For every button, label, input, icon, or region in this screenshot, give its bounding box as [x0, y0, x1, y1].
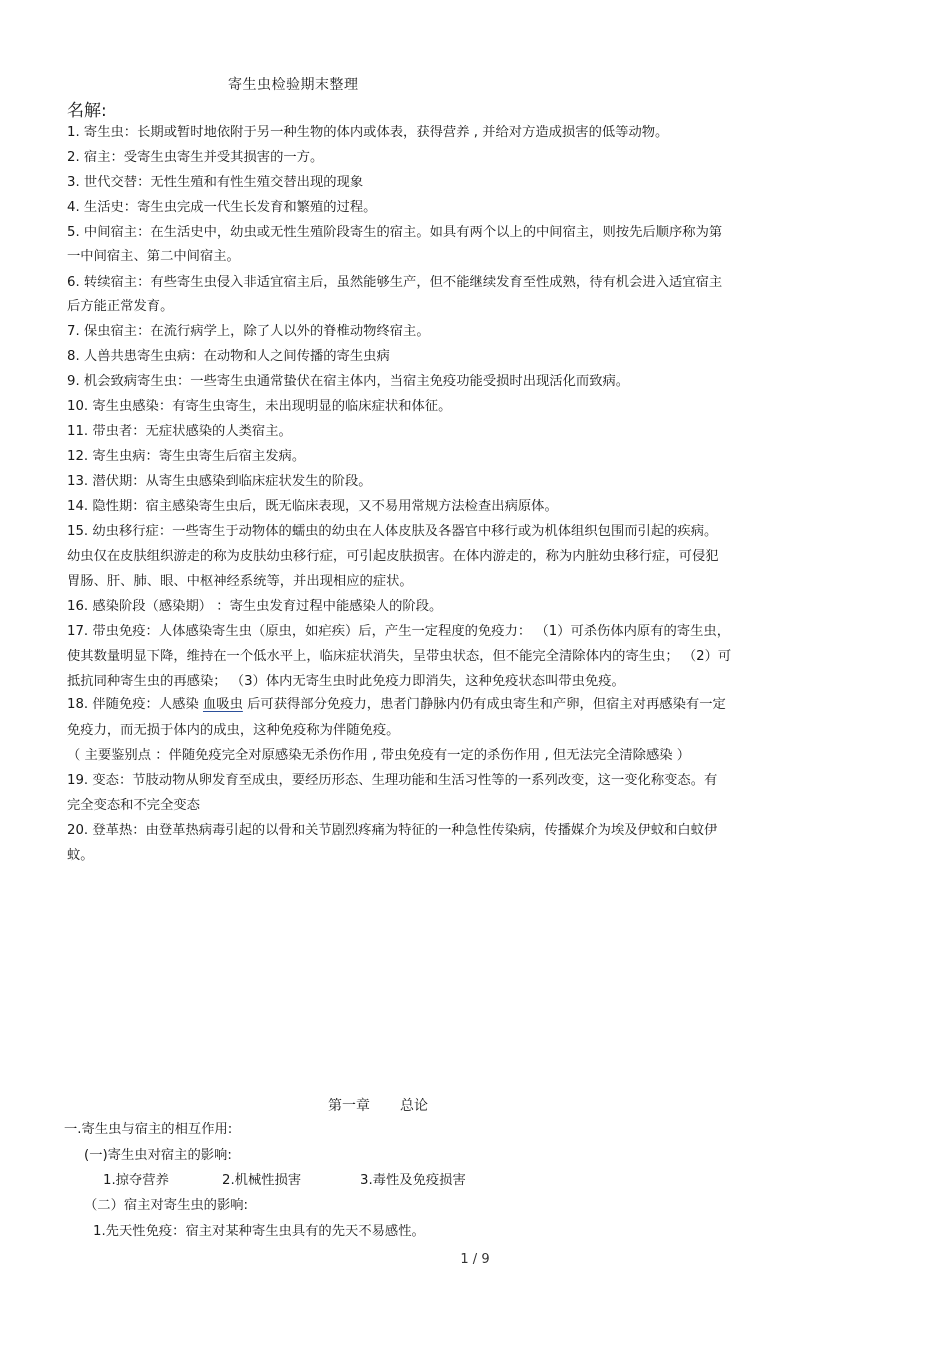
definition-line: 6. 转续宿主：有些寄生虫侵入非适宜宿主后，虽然能够生产，但不能继续发育至性成熟，待有机会进入适宜宿主 [67, 275, 723, 290]
definition-line: 15. 幼虫移行症：一些寄生于动物体的蠕虫的幼虫在人体皮肤及各器官中移行或为机体组织包围而引起的疾病。 [67, 524, 718, 539]
underlined-term: 血吸虫 [202, 697, 243, 712]
definition-line: 14. 隐性期：宿主感染寄生虫后，既无临床表现，又不易用常规方法检查出病原体。 [67, 499, 558, 514]
line18-end: 后可获得部分免疫力，患者门静脉内仍有成虫寄生和产卵，但宿主对再感染有一定 [242, 697, 726, 712]
definition-line: 7. 保虫宿主：在流行病学上，除了人以外的脊椎动物终宿主。 [67, 324, 430, 339]
definition-line: 9. 机会致病寄生虫：一些寄生虫通常蛰伏在宿主体内，当宿主免疫功能受损时出现活化而致病。 [67, 374, 630, 389]
definition-line: 一中间宿主、第二中间宿主。 [67, 249, 240, 264]
definition-line: 16. 感染阶段（感染期） ：寄生虫发育过程中能感染人的阶段。 [67, 599, 443, 614]
doc-title: 寄生虫检验期末整理 [228, 77, 359, 93]
outline-item: 3.毒性及免疫损害 [360, 1173, 466, 1188]
outline-heading-1: 一.寄生虫与宿主的相互作用: [64, 1122, 233, 1137]
definition-line-18 [67, 696, 726, 714]
line18-start: 18. 伴随免疫：人感染 [67, 697, 203, 712]
definition-line: 12. 寄生虫病：寄生虫寄生后宿主发病。 [67, 449, 306, 464]
definition-line: 2. 宿主：受寄生虫寄生并受其损害的一方。 [67, 150, 324, 165]
outline-item: 1.先天性免疫：宿主对某种寄生虫具有的先天不易感性。 [93, 1224, 425, 1239]
page-number: 1 / 9 [460, 1252, 490, 1267]
definition-line: 5. 中间宿主：在生活史中，幼虫或无性生殖阶段寄生的宿主。如具有两个以上的中间宿主，则按先后顺序称为第 [67, 225, 723, 240]
definition-line: 1. 寄生虫：长期或暂时地依附于另一种生物的体内或体表，获得营养 , 并给对方造成损害的低等动物。 [67, 125, 669, 140]
outline-item: 1.掠夺营养 [103, 1173, 169, 1188]
definition-line: 4. 生活史：寄生虫完成一代生长发育和繁殖的过程。 [67, 200, 377, 215]
definition-line: （ 主要鉴别点 ：伴随免疫完全对原感染无杀伤作用 , 带虫免疫有一定的杀伤作用 , 但无法完全清除感染 ） [67, 748, 691, 763]
chapter-heading [328, 1095, 428, 1115]
definition-line: 使其数量明显下降，维持在一个低水平上，临床症状消失，呈带虫状态，但不能完全清除体内的寄生虫； （2）可 [67, 649, 732, 664]
section-label: 名解: [67, 101, 107, 121]
definition-line: 完全变态和不完全变态 [67, 798, 200, 813]
definition-line: 17. 带虫免疫：人体感染寄生虫（原虫，如疟疾）后，产生一定程度的免疫力： （1）可杀伤体内原有的寄生虫， [67, 624, 731, 639]
chapter-number: 第一章 [328, 1098, 370, 1114]
outline-heading-2a: (一)寄生虫对宿主的影响: [84, 1148, 232, 1163]
definition-line: 20. 登革热：由登革热病毒引起的以骨和关节剧烈疼痛为特征的一种急性传染病，传播媒介为埃及伊蚊和白蚊伊 [67, 823, 718, 838]
definition-line: 11. 带虫者：无症状感染的人类宿主。 [67, 424, 292, 439]
definition-line: 3. 世代交替：无性生殖和有性生殖交替出现的现象 [67, 175, 364, 190]
definition-line: 免疫力，而无损于体内的成虫，这种免疫称为伴随免疫。 [67, 723, 400, 738]
chapter-name: 总论 [400, 1098, 428, 1114]
definition-line: 8. 人兽共患寄生虫病：在动物和人之间传播的寄生虫病 [67, 349, 390, 364]
outline-heading-2b: （二）宿主对寄生虫的影响: [84, 1198, 249, 1213]
outline-item: 2.机械性损害 [222, 1173, 302, 1188]
definition-line: 13. 潜伏期：从寄生虫感染到临床症状发生的阶段。 [67, 474, 372, 489]
definition-line: 幼虫仅在皮肤组织游走的称为皮肤幼虫移行症，可引起皮肤损害。在体内游走的，称为内脏幼虫移行症，可侵犯 [67, 549, 719, 564]
definition-line: 10. 寄生虫感染：有寄生虫寄生，未出现明显的临床症状和体征。 [67, 399, 452, 414]
definition-line: 抵抗同种寄生虫的再感染； （3）体内无寄生虫时此免疫力即消失，这种免疫状态叫带虫免疫。 [67, 674, 625, 689]
definition-line: 后方能正常发育。 [67, 299, 174, 314]
definition-line: 蚊。 [67, 848, 94, 863]
definition-line: 胃肠、肝、肺、眼、中枢神经系统等，并出现相应的症状。 [67, 574, 413, 589]
definition-line: 19. 变态：节肢动物从卵发育至成虫，要经历形态、生理功能和生活习性等的一系列改变，这一变化称变态。有 [67, 773, 718, 788]
